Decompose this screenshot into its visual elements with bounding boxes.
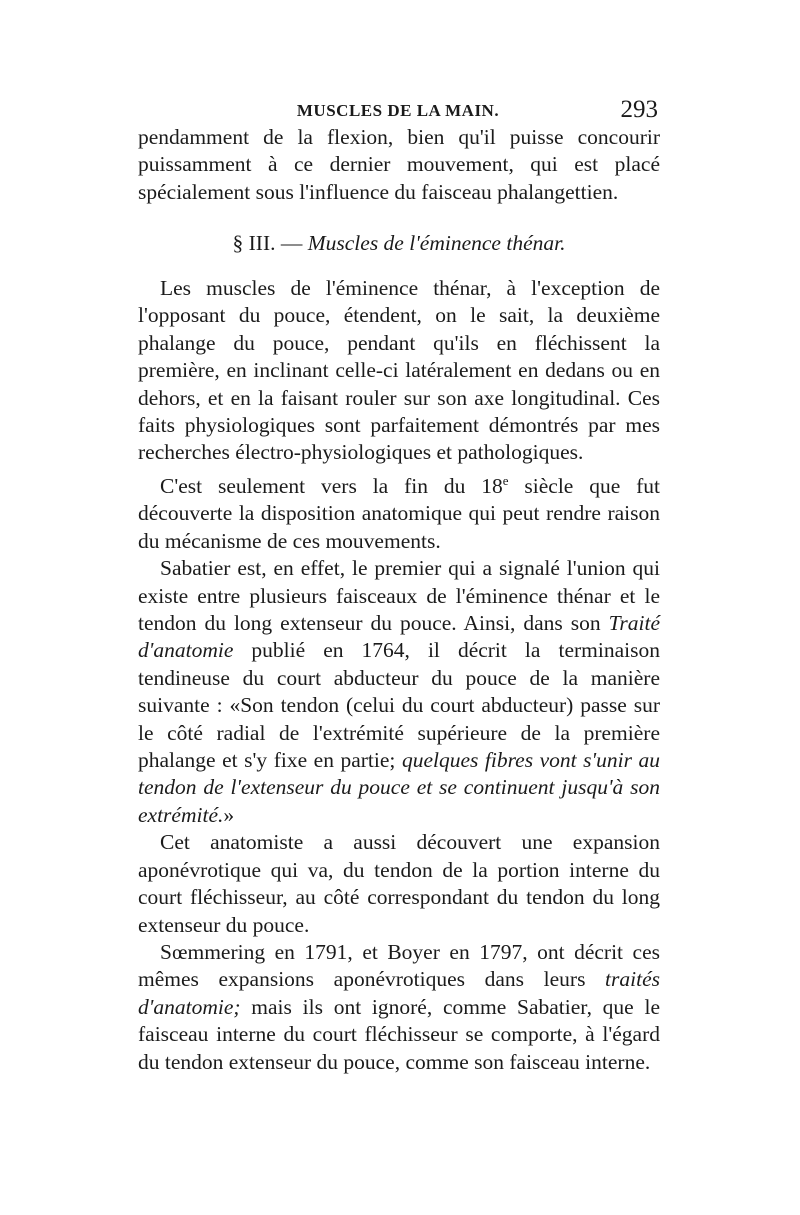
running-title: MUSCLES DE LA MAIN. xyxy=(296,101,500,120)
text-run: publié en 1764, il décrit la terminaison tendineuse du court abducteur du pouce de la manière suivante : «Son tendon (celui du court abducteur) passe sur le côté radial de l'extrémité supérieure de la première phalange et s'y fixe en partie; xyxy=(138,638,660,773)
section-title: Muscles de l'éminence thénar. xyxy=(307,231,566,255)
superscript: e xyxy=(502,472,509,488)
italic-run: quelques fibres vont s'unir au tendon de l'extenseur du pouce et se continuent jusqu'à son extrémité. xyxy=(138,748,660,827)
text-run: Sœmmering en 1791, et Boyer en 1797, ont décrit ces mêmes expansions aponévrotiques dans leurs xyxy=(138,939,660,992)
text-run: mais ils ont ignoré, comme Sabatier, que le faisceau interne du court fléchisseur se comporte, à l'égard du tendon extenseur du pouce, comme son faisceau interne. xyxy=(138,994,660,1074)
text-run: Sabatier est, en effet, le premier qui a signalé l'union qui existe entre plusieurs faisceaux de l'éminence thénar et le tendon du long extenseur du pouce. Ainsi, dans son xyxy=(138,556,660,636)
paragraph xyxy=(138,275,660,467)
section-number: § III. — xyxy=(232,231,303,255)
italic-run: traités d'anatomie; xyxy=(138,967,660,1019)
text-run: Cet anatomiste a aussi découvert une expansion aponévrotique qui va, du tendon de la portion interne du court fléchisseur, au côté correspondant du tendon du long extenseur du pouce. xyxy=(138,830,660,937)
running-header xyxy=(138,96,658,126)
continuation-block xyxy=(138,124,660,206)
paragraph xyxy=(138,555,660,829)
paragraph xyxy=(138,467,660,555)
text-run: Les muscles de l'éminence thénar, à l'exception de l'opposant du pouce, étendent, on le sait, la deuxième phalange du pouce, pendant qu'ils en fléchissent la première, en inclinant celle-ci latéralement en dedans ou en dehors, et en la faisant rouler sur son axe longitudinal. Ces faits physiologiques sont parfaitement démontrés par mes recherches électro-physiologiques et pathologiques. xyxy=(138,276,660,465)
continuation-paragraph: pendamment de la flexion, bien qu'il puisse concourir puissamment à ce dernier mouvement, qui est placé spécialement sous l'influence du faisceau phalangettien. xyxy=(138,125,660,204)
text-run: C'est seulement vers la fin du 18 xyxy=(160,474,503,498)
page-number: 293 xyxy=(620,96,658,123)
italic-run: Traité d'anatomie xyxy=(138,611,660,663)
text-run: » xyxy=(223,802,235,827)
paragraph xyxy=(138,829,660,939)
paragraph xyxy=(138,939,660,1076)
text-run: siècle que fut découverte la disposition anatomique qui peut rendre raison du mécanisme de ces mouvements. xyxy=(138,474,661,553)
section-heading xyxy=(138,230,660,257)
body-text xyxy=(138,275,660,1076)
